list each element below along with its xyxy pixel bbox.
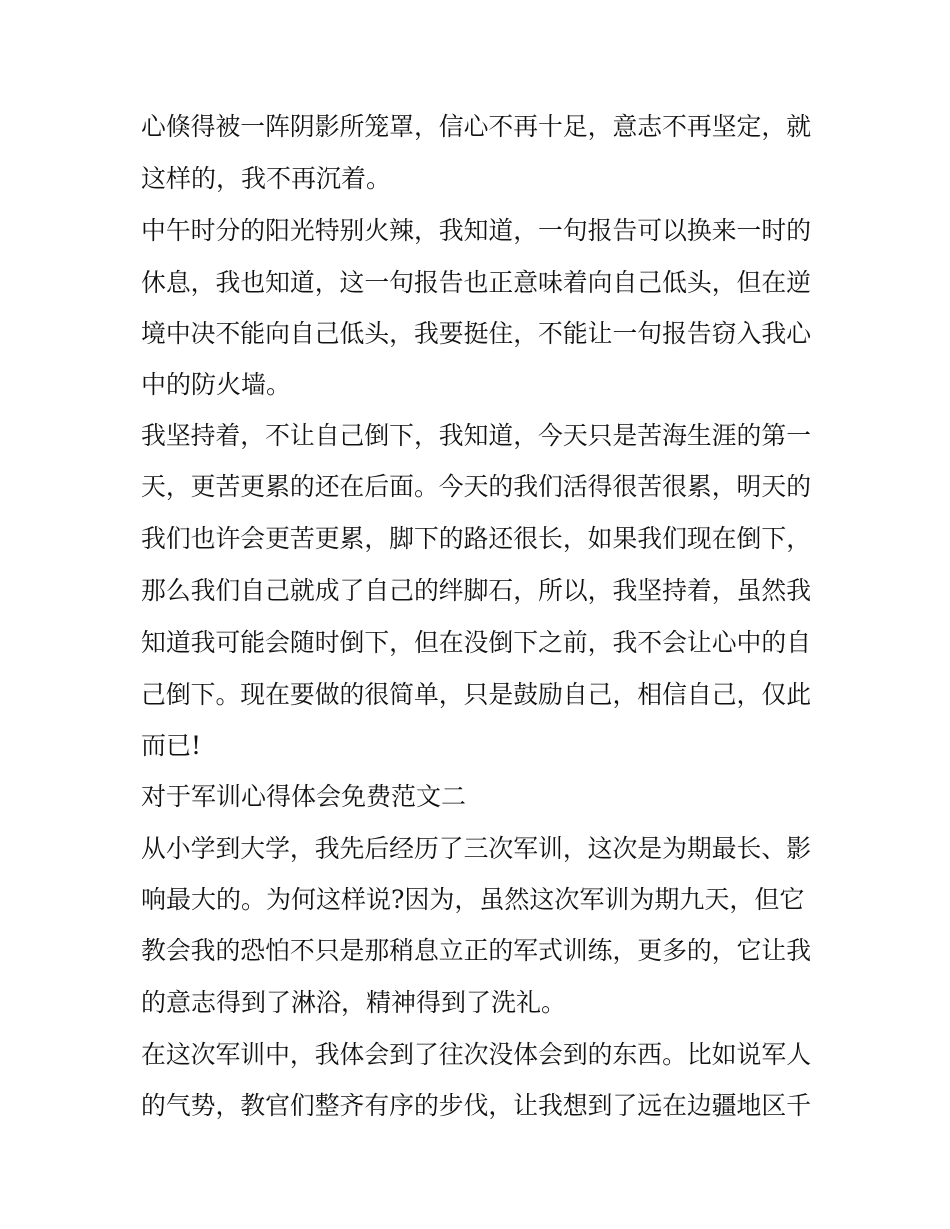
section-heading: 对于军训心得体会免费范文二: [141, 782, 467, 811]
text-line: 的意志得到了淋浴，精神得到了洗礼。: [141, 988, 567, 1017]
text-line: 而已!: [141, 731, 202, 760]
text-line: 中午时分的阳光特别火辣，我知道，一句报告可以换来一时的: [141, 216, 812, 245]
text-line: 在这次军训中，我体会到了往次没体会到的东西。比如说军人: [141, 1040, 812, 1069]
text-line: 那么我们自己就成了自己的绊脚石，所以，我坚持着，虽然我: [141, 576, 812, 605]
text-line: 休息，我也知道，这一句报告也正意味着向自己低头，但在逆: [141, 268, 812, 297]
text-line: 心倏得被一阵阴影所笼罩，信心不再十足，意志不再坚定，就: [141, 112, 812, 141]
text-line: 己倒下。现在要做的很简单，只是鼓励自己，相信自己，仅此: [141, 680, 812, 709]
text-line: 这样的，我不再沉着。: [141, 164, 392, 193]
text-line: 我坚持着，不让自己倒下，我知道，今天只是苦海生涯的第一: [141, 421, 812, 450]
text-line: 响最大的。为何这样说?因为，虽然这次军训为期九天，但它: [141, 885, 805, 914]
text-line: 的气势，教官们整齐有序的步伐，让我想到了远在边疆地区千: [141, 1091, 812, 1120]
text-line: 中的防火墙。: [141, 370, 292, 399]
text-line: 知道我可能会随时倒下，但在没倒下之前，我不会让心中的自: [141, 628, 812, 657]
text-line: 教会我的恐怕不只是那稍息立正的军式训练，更多的，它让我: [141, 936, 812, 965]
text-line: 从小学到大学，我先后经历了三次军训，这次是为期最长、影: [141, 834, 812, 863]
text-line: 境中决不能向自己低头，我要挺住，不能让一句报告窃入我心: [141, 319, 812, 348]
text-line: 天，更苦更累的还在后面。今天的我们活得很苦很累，明天的: [141, 472, 812, 501]
text-line: 我们也许会更苦更累，脚下的路还很长，如果我们现在倒下，: [141, 524, 812, 553]
